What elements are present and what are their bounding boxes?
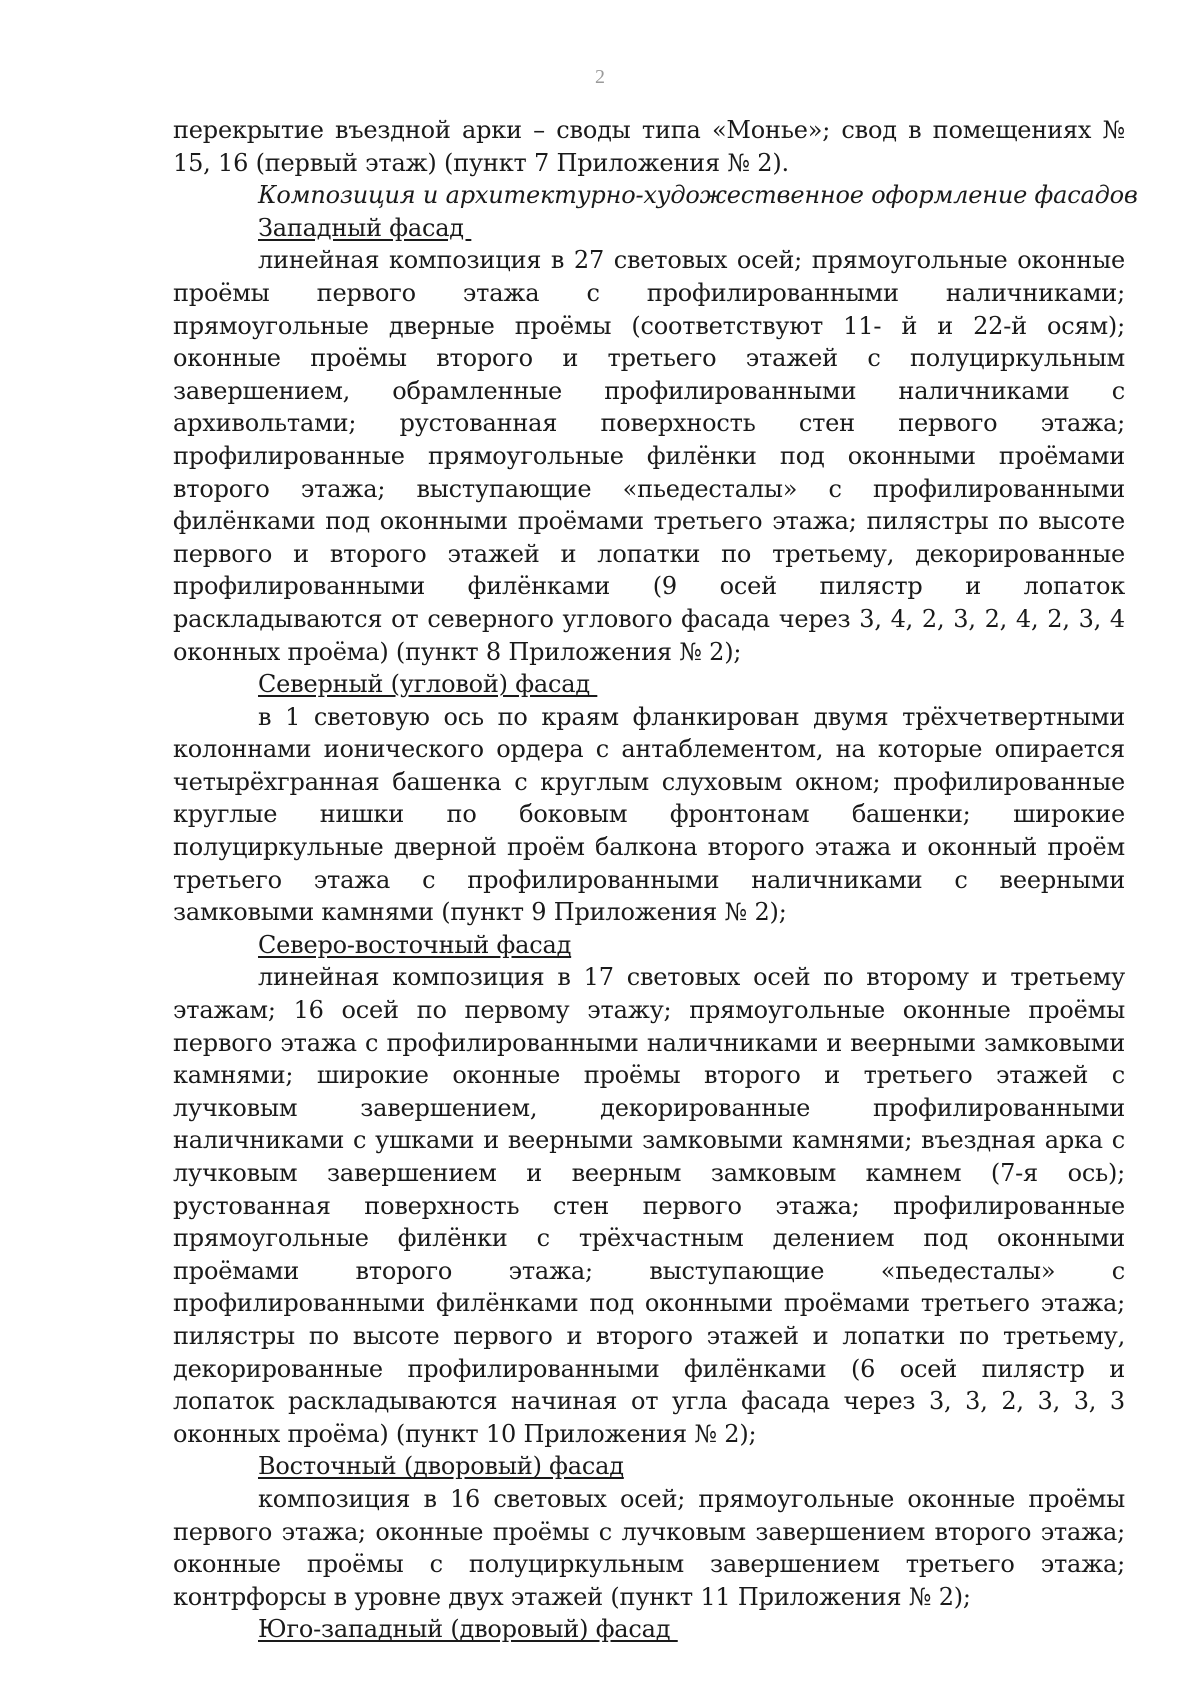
facade-text-northeast: линейная композиция в 17 световых осей по второму и третьему этажам; 16 осей по первому этажу; прямоугольные оконные проёмы первого этажа с профилированными наличниками и веерными замковыми камнями; широкие оконные проёмы второго и третьего этажей с лучковым завершением, декорированные профилированными наличниками с ушками и веерными замковыми камнями; въездная арка с лучковым завершением и веерным замковым камнем (7-я ось); рустованная поверхность стен первого этажа; профилированные прямоугольные филёнки с трёхчастным делением под оконными проёмами второго этажа; выступающие «пьедесталы» с профилированными филёнками под оконными проёмами третьего этажа; пилястры по высоте первого и второго этажей и лопатки по третьему, декорированные профилированными филёнками (6 осей пилястр и лопаток раскладываются начиная от угла фасада через 3, 3, 2, 3, 3, 3 оконных проёма) (пункт 10 Приложения № 2);: [173, 963, 1125, 1448]
facade-text-east: композиция в 16 световых осей; прямоугольные оконные проёмы первого этажа; оконные проёмы с лучковым завершением второго этажа; оконные проёмы с полуциркульным завершением третьего этажа; контрфорсы в уровне двух этажей (пункт 11 Приложения № 2);: [173, 1484, 1125, 1611]
facade-heading-north: Северный (угловой) фасад: [258, 670, 598, 699]
facade-heading-southwest: Юго-западный (дворовый) фасад: [258, 1615, 678, 1644]
facade-heading-east: Восточный (дворовый) фасад: [258, 1452, 624, 1481]
facade-text-west: линейная композиция в 27 световых осей; прямоугольные оконные проёмы первого этажа с профилированными наличниками; прямоугольные дверные проёмы (соответствуют 11- й и 22-й осям); оконные проёмы второго и третьего этажей с полуциркульным завершением, обрамленные профилированными наличниками с архивольтами; рустованная поверхность стен первого этажа; профилированные прямоугольные филёнки под оконными проёмами второго этажа; выступающие «пьедесталы» с профилированными филёнками под оконными проёмами третьего этажа; пилястры по высоте первого и второго этажей и лопатки по третьему, декорированные профилированными филёнками (9 осей пилястр и лопаток раскладываются от северного углового фасада через 3, 4, 2, 3, 2, 4, 2, 3, 4 оконных проёма) (пункт 8 Приложения № 2);: [173, 246, 1125, 666]
document-body: [173, 114, 1138, 1646]
section-heading: Композиция и архитектурно-художественное оформление фасадов: [258, 181, 1138, 210]
facade-heading-northeast: Северо-восточный фасад: [258, 930, 572, 959]
intro-paragraph: перекрытие въездной арки – своды типа «Монье»; свод в помещениях № 15, 16 (первый этаж) (пункт 7 Приложения № 2).: [173, 116, 1125, 177]
facade-text-north: в 1 световую ось по краям фланкирован двумя трёхчетвертными колоннами ионического ордера с антаблементом, на которые опирается четырёхгранная башенка с круглым слуховым окном; профилированные круглые нишки по боковым фронтонам башенки; широкие полуциркульные дверной проём балкона второго этажа и оконный проём третьего этажа с профилированными наличниками с веерными замковыми камнями (пункт 9 Приложения № 2);: [173, 702, 1125, 927]
facade-heading-west: Западный фасад: [258, 213, 472, 242]
page-number: 2: [595, 66, 605, 88]
